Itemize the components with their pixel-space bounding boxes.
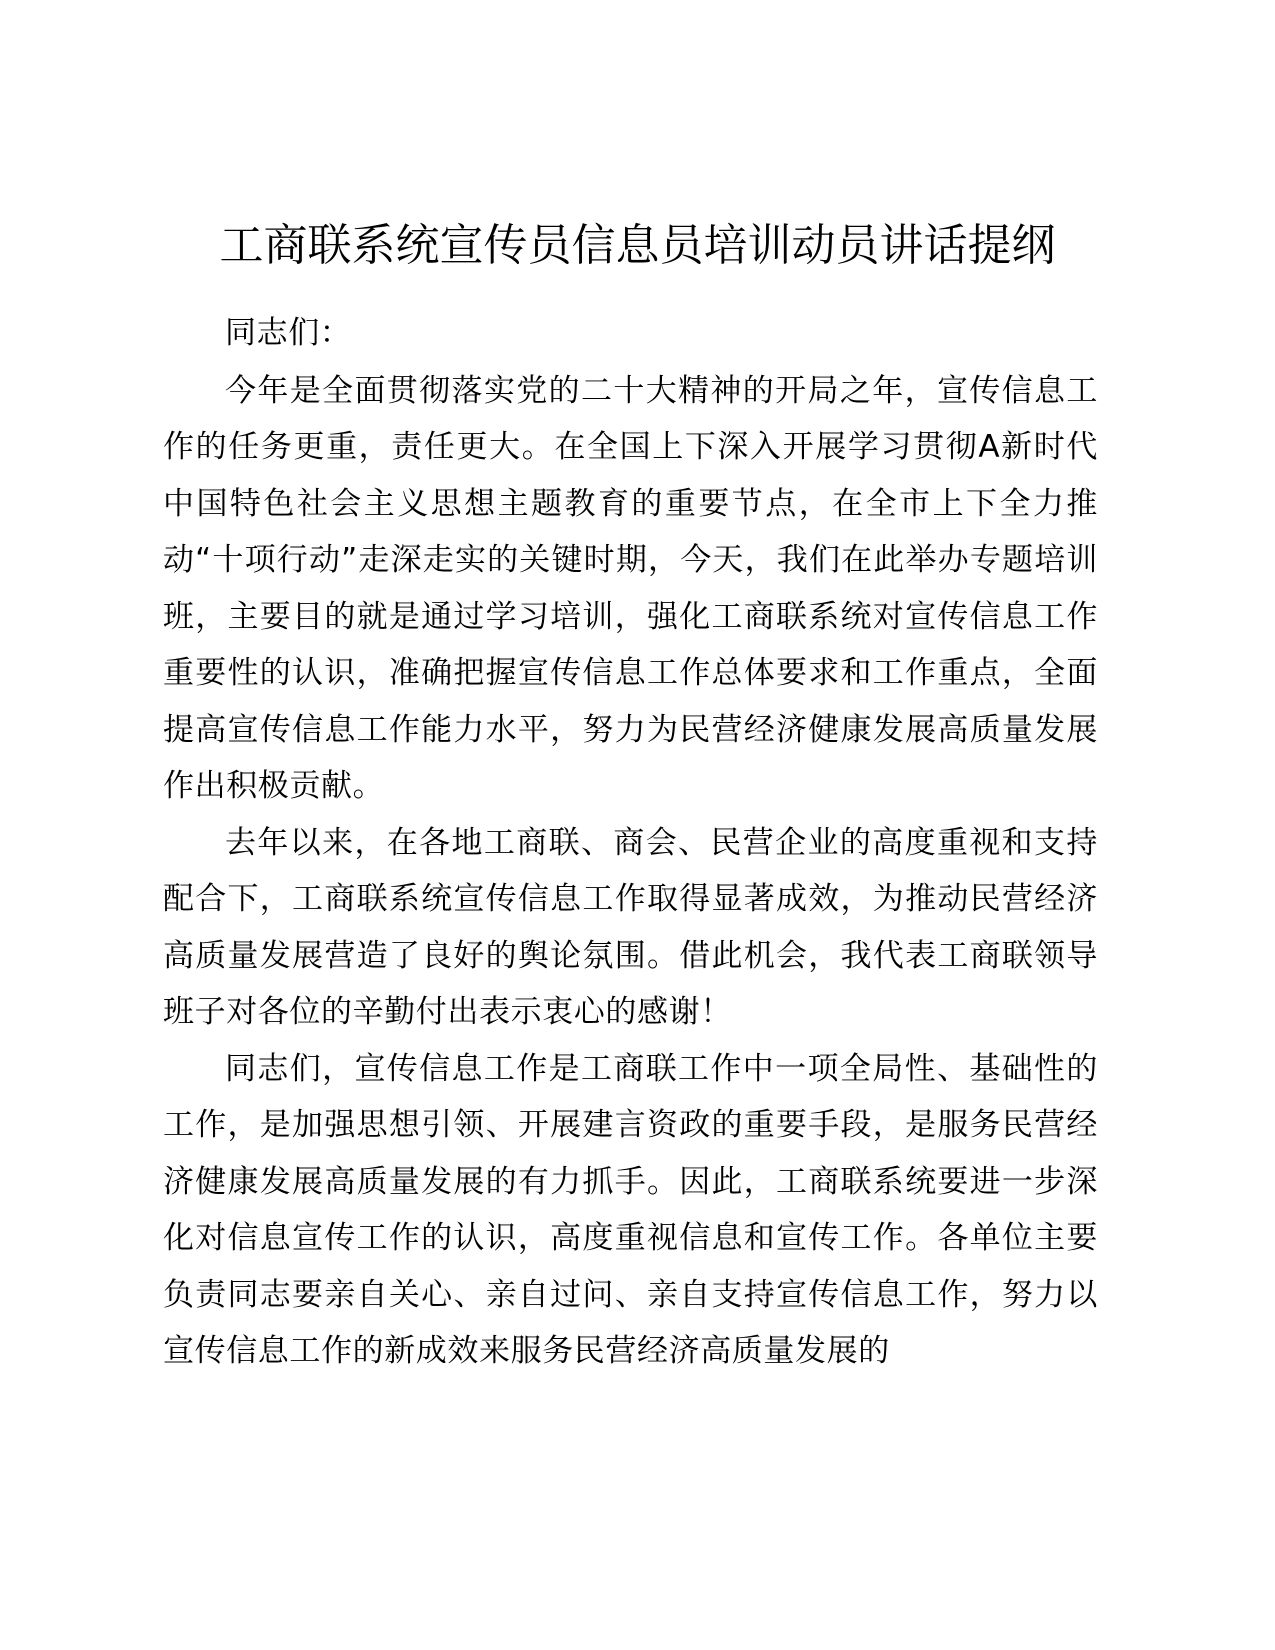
document-body — [163, 305, 1098, 1380]
document-title: 工商联系统宣传员信息员培训动员讲话提纲 — [219, 220, 1056, 271]
paragraph-3: 同志们，宣传信息工作是工商联工作中一项全局性、基础性的工作，是加强思想引领、开展建言资政的重要手段，是服务民营经济健康发展高质量发展的有力抓手。因此，工商联系统要进一步深化对信息宣传工作的认识，高度重视信息和宣传工作。各单位主要负责同志要亲自关心、亲自过问、亲自支持宣传信息工作，努力以宣传信息工作的新成效来服务民营经济高质量发展的 — [163, 1050, 1098, 1369]
paragraph-2: 去年以来，在各地工商联、商会、民营企业的高度重视和支持配合下，工商联系统宣传信息工作取得显著成效，为推动民营经济高质量发展营造了良好的舆论氛围。借此机会，我代表工商联领导班子对各位的辛勤付出表示衷心的感谢！ — [163, 824, 1098, 1030]
salutation: 同志们： — [225, 315, 352, 351]
paragraph-1: 今年是全面贯彻落实党的二十大精神的开局之年，宣传信息工作的任务更重，责任更大。在全国上下深入开展学习贯彻A新时代中国特色社会主义思想主题教育的重要节点，在全市上下全力推动“十项行动”走深走实的关键时期，今天，我们在此举办专题培训班，主要目的就是通过学习培训，强化工商联系统对宣传信息工作重要性的认识，准确把握宣传信息工作总体要求和工作重点，全面提高宣传信息工作能力水平，努力为民营经济健康发展高质量发展作出积极贡献。 — [163, 372, 1098, 804]
